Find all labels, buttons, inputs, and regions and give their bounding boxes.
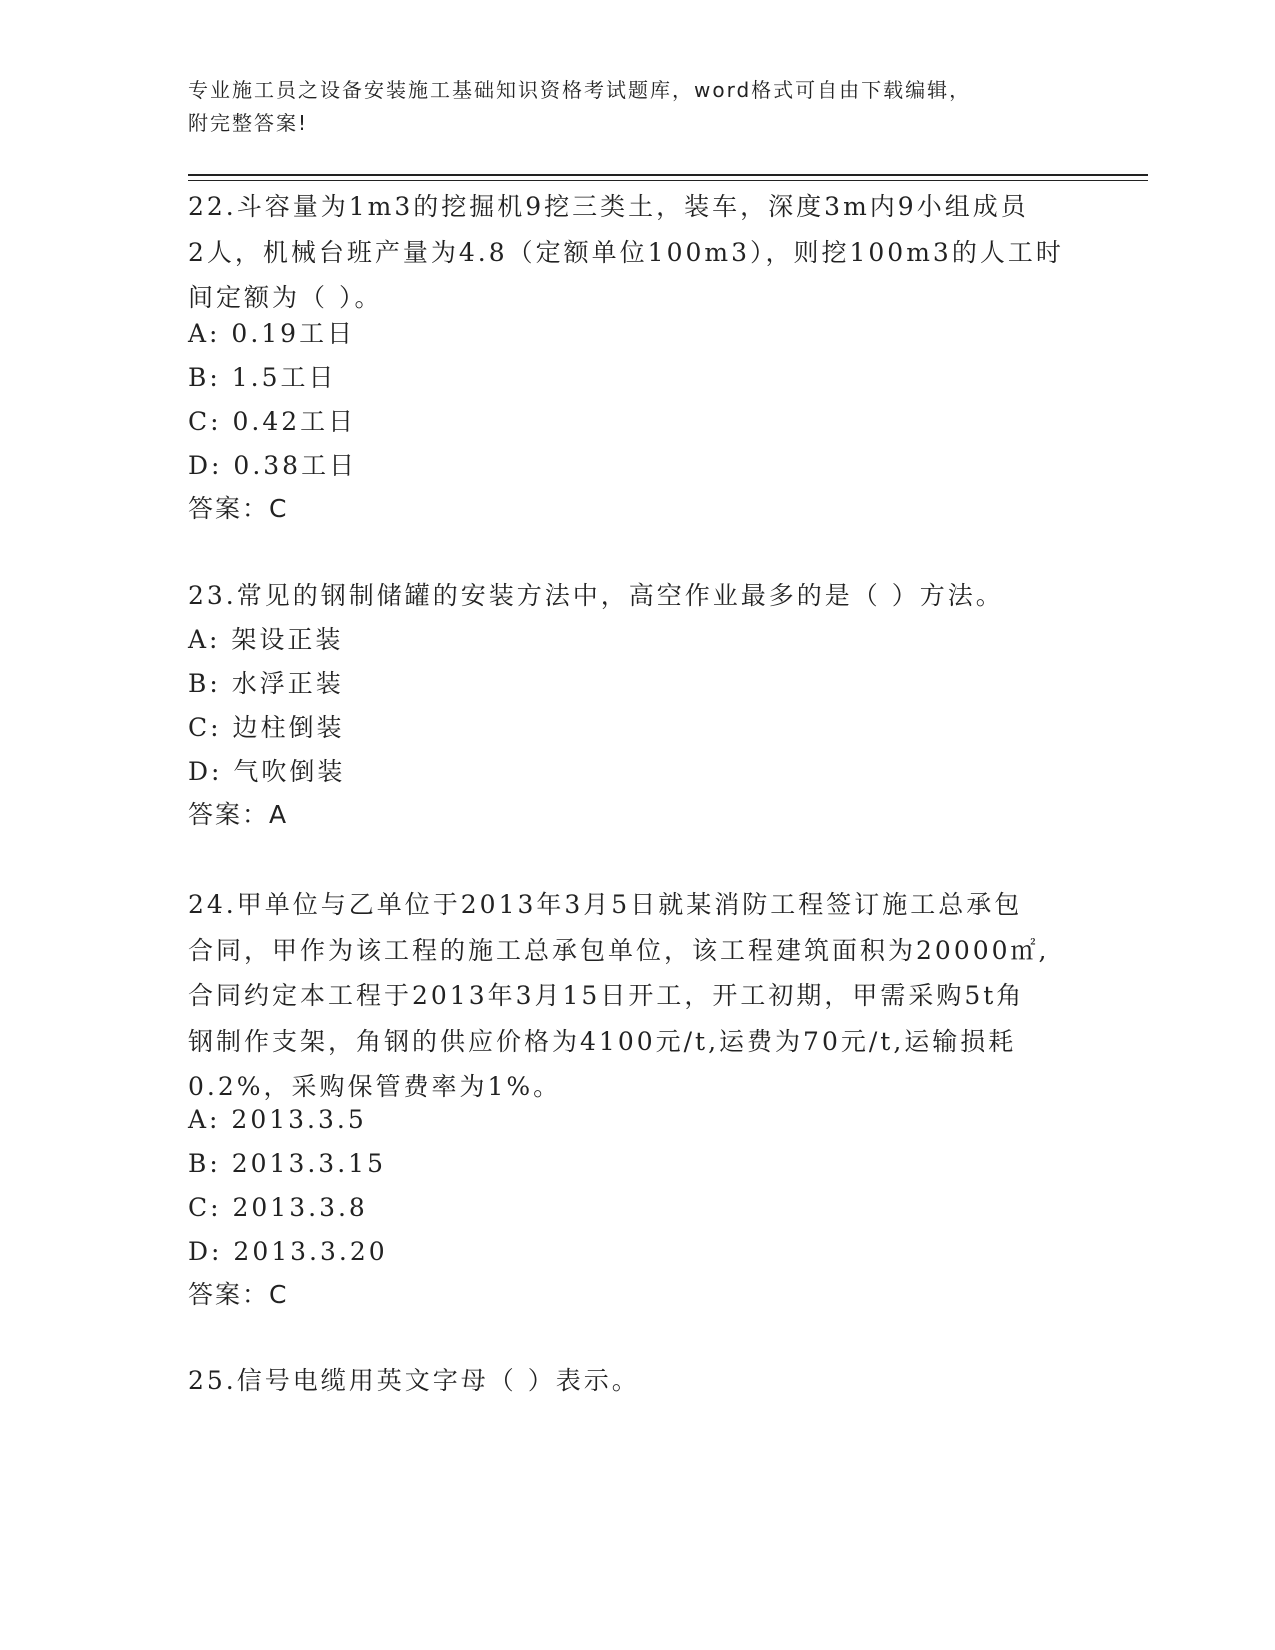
question-22-answer: 答案：C	[188, 494, 289, 523]
question-line: 24.甲单位与乙单位于2013年3月5日就某消防工程签订施工总承包	[188, 890, 1023, 919]
question-22-text	[188, 184, 1068, 321]
question-24-answer: 答案：C	[188, 1280, 289, 1309]
question-25-text: 25.信号电缆用英文字母（ ）表示。	[188, 1366, 640, 1395]
question-line: 2人，机械台班产量为4.8（定额单位100m3），则挖100m3的人工时	[188, 237, 1064, 267]
question-line: 间定额为（ ）。	[188, 283, 383, 312]
question-24-option-d: D: 2013.3.20	[188, 1237, 388, 1266]
question-line: 合同，甲作为该工程的施工总承包单位，该工程建筑面积为20000㎡,	[188, 935, 1050, 965]
header-divider-bottom	[188, 180, 1148, 181]
question-22-option-d: D: 0.38工日	[188, 451, 358, 480]
document-header	[188, 74, 1088, 140]
question-line: 钢制作支架，角钢的供应价格为4100元/t,运费为70元/t,运输损耗	[188, 1026, 1017, 1056]
question-23-option-a: A: 架设正装	[188, 625, 344, 654]
question-23-option-c: C: 边柱倒装	[188, 713, 345, 742]
question-23-answer: 答案：A	[188, 800, 289, 829]
question-24-text	[188, 882, 1068, 1110]
question-24-option-a: A: 2013.3.5	[188, 1105, 367, 1134]
question-24-option-b: B: 2013.3.15	[188, 1149, 386, 1178]
question-22-option-c: C: 0.42工日	[188, 407, 357, 436]
header-line-1: 专业施工员之设备安装施工基础知识资格考试题库，word格式可自由下载编辑，	[188, 78, 972, 102]
question-23-option-b: B: 水浮正装	[188, 669, 344, 698]
question-22-option-a: A: 0.19工日	[188, 319, 356, 348]
question-line: 22.斗容量为1m3的挖掘机9挖三类土，装车，深度3m内9小组成员	[188, 192, 1029, 221]
header-line-2: 附完整答案!	[188, 111, 309, 135]
question-24-option-c: C: 2013.3.8	[188, 1193, 368, 1222]
question-22-option-b: B: 1.5工日	[188, 363, 337, 392]
question-23-option-d: D: 气吹倒装	[188, 757, 346, 786]
header-divider-top	[188, 174, 1148, 176]
question-line: 0.2%，采购保管费率为1%。	[188, 1072, 562, 1101]
question-23-text: 23.常见的钢制储罐的安装方法中，高空作业最多的是（ ）方法。	[188, 581, 1004, 610]
question-line: 合同约定本工程于2013年3月15日开工，开工初期，甲需采购5t角	[188, 981, 1025, 1010]
